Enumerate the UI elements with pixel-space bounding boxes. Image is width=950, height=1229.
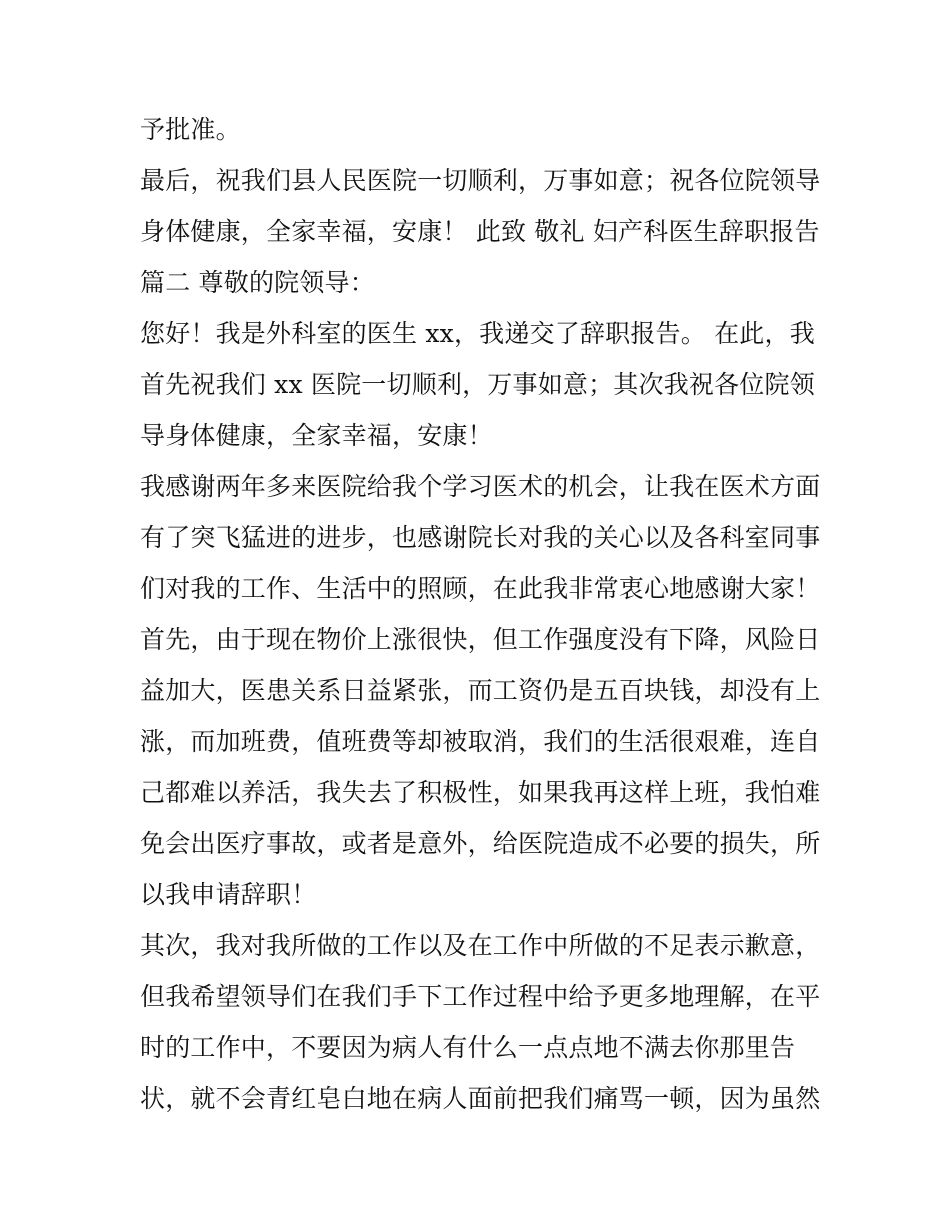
text-line: 其次，我对我所做的工作以及在工作中所做的不足表示歉意， [140, 931, 821, 960]
text-line: 己都难以养活，我失去了积极性，如果我再这样上班，我怕难 [140, 778, 821, 807]
text-line: 状，就不会青红皂白地在病人面前把我们痛骂一顿，因为虽然 [140, 1084, 821, 1113]
text-line: 导身体健康，全家幸福，安康！ [140, 421, 493, 450]
text-line: 免会出医疗事故，或者是意外，给医院造成不必要的损失，所 [140, 829, 821, 858]
text-line: 身体健康，全家幸福，安康！ 此致 敬礼 妇产科医生辞职报告 [140, 217, 820, 246]
text-line: 您好！我是外科室的医生 xx，我递交了辞职报告。 在此，我 [140, 319, 815, 348]
text-line: 最后，祝我们县人民医院一切顺利，万事如意；祝各位院领导 [140, 166, 821, 195]
text-line: 篇二 尊敬的院领导： [140, 268, 375, 297]
text-line: 但我希望领导们在我们手下工作过程中给予更多地理解，在平 [140, 982, 821, 1011]
text-line: 益加大，医患关系日益紧张，而工资仍是五百块钱，却没有上 [140, 676, 821, 705]
document-body [140, 104, 830, 1124]
text-line: 予批准。 [140, 115, 241, 144]
text-line: 首先祝我们 xx 医院一切顺利，万事如意；其次我祝各位院领 [140, 370, 815, 399]
text-line: 时的工作中，不要因为病人有什么一点点地不满去你那里告 [140, 1033, 796, 1062]
text-line: 首先，由于现在物价上涨很快，但工作强度没有下降，风险日 [140, 625, 821, 654]
text-line: 以我申请辞职！ [140, 880, 317, 909]
text-line: 有了突飞猛进的进步，也感谢院长对我的关心以及各科室同事 [140, 523, 821, 552]
text-line: 涨，而加班费，值班费等却被取消，我们的生活很艰难，连自 [140, 727, 821, 756]
text-line: 我感谢两年多来医院给我个学习医术的机会，让我在医术方面 [140, 472, 821, 501]
text-line: 们对我的工作、生活中的照顾，在此我非常衷心地感谢大家！ [140, 574, 821, 603]
